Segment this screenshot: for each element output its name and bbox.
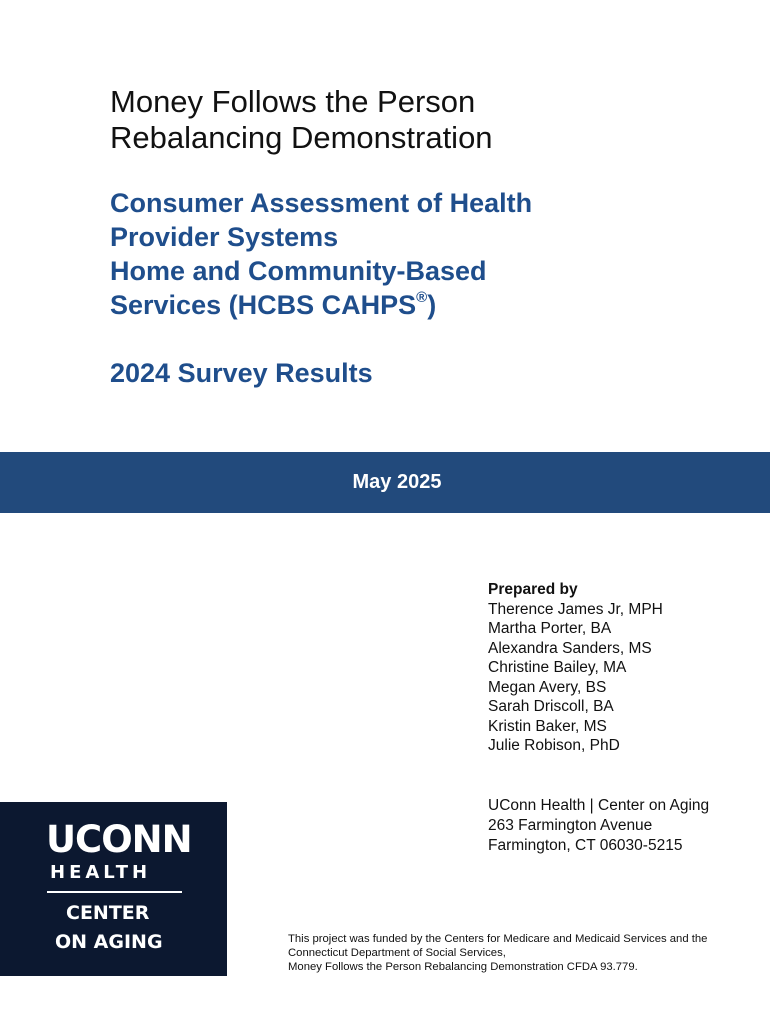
funding-line-1: This project was funded by the Centers for Medicare and Medicaid Services and the (288, 933, 708, 945)
organization-address (488, 796, 758, 856)
funding-line-2: Connecticut Department of Social Services, (288, 947, 506, 959)
subtitle-line-4 (110, 288, 730, 322)
date-banner (0, 452, 770, 513)
report-title-line-1: Money Follows the Person (110, 84, 476, 119)
subtitle-line-4-text: Services (HCBS CAHPS (110, 290, 417, 320)
subtitle-line-2: Provider Systems (110, 222, 339, 252)
subtitle-line-3: Home and Community-Based (110, 256, 487, 286)
author-name: Christine Bailey, MA (488, 659, 627, 676)
logo-divider (47, 891, 182, 893)
logo-uconn-text: UCONN (46, 818, 192, 861)
author-name: Kristin Baker, MS (488, 717, 607, 735)
author-name: Julie Robison, PhD (488, 737, 620, 754)
organization-name: UConn Health | Center on Aging (488, 797, 710, 814)
prepared-by-section (488, 580, 758, 756)
author-name: Sarah Driscoll, BA (488, 698, 614, 715)
subtitle-line-1: Consumer Assessment of Health (110, 188, 533, 218)
author-name: Megan Avery, BS (488, 678, 607, 696)
author-name: Martha Porter, BA (488, 620, 612, 637)
report-subtitle (110, 186, 730, 322)
prepared-by-heading: Prepared by (488, 581, 578, 598)
author-name: Alexandra Sanders, MS (488, 639, 652, 657)
subtitle-line-4-end: ) (427, 290, 437, 320)
survey-results-heading: 2024 Survey Results (110, 358, 373, 388)
author-name: Therence James Jr, MPH (488, 600, 663, 618)
uconn-health-logo (0, 802, 227, 976)
street-address: 263 Farmington Avenue (488, 817, 653, 834)
city-state-zip: Farmington, CT 06030-5215 (488, 837, 683, 854)
logo-center-text: CENTER (66, 902, 150, 924)
funding-statement (288, 932, 764, 974)
funding-line-3: Money Follows the Person Rebalancing Demonstration CFDA 93.779. (288, 961, 638, 973)
report-title (110, 84, 710, 156)
registered-mark: ® (416, 289, 428, 306)
logo-on-aging-text: ON AGING (55, 931, 163, 953)
report-date: May 2025 (352, 471, 442, 493)
report-title-line-2: Rebalancing Demonstration (110, 120, 493, 155)
logo-health-text: HEALTH (50, 862, 152, 883)
